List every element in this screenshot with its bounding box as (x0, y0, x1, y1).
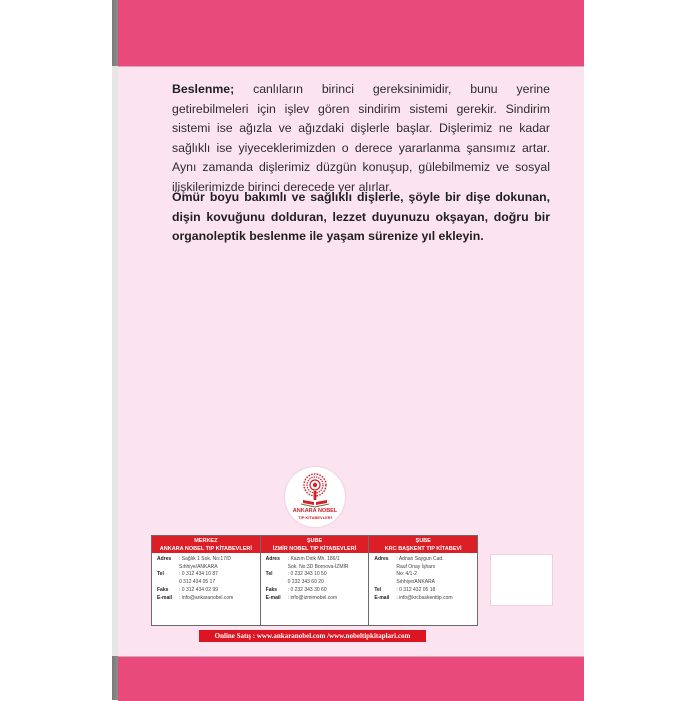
detail-value: : info@ankaranobel.com (179, 594, 234, 601)
detail-row (157, 556, 255, 564)
detail-value: : info@izmirnobel.com (287, 594, 338, 601)
logo-line2: TIP KİTABEVLERİ (298, 515, 332, 520)
detail-row (374, 579, 472, 587)
detail-value: : Sağlık 1 Sok. No:17/D (179, 556, 231, 562)
detail-row (266, 595, 364, 603)
branch-name: KRC BAŞKENT TIP KİTABEVİ (384, 546, 462, 552)
detail-key: E-mail (265, 594, 281, 601)
detail-value: Rauf Onay İşhanı (396, 563, 436, 570)
detail-value: Sıhhiye/ANKARA (396, 579, 435, 586)
barcode-area (490, 554, 553, 606)
detail-key: Tel (265, 571, 273, 578)
highlight-paragraph: Ömür boyu bakımlı ve sağlıklı dişlerle, şöyle bir dişe dokunan, dişin kovuğunu dolduran, lezzet duyunuzu okşayan, doğru bir organoleptik beslenme ile yaşam sürenize yıl ekleyin. (172, 190, 550, 243)
detail-row (266, 564, 364, 572)
detail-key: Faks (265, 586, 278, 593)
detail-key: Adres (157, 556, 172, 562)
detail-row (157, 587, 255, 595)
detail-row (266, 556, 364, 564)
detail-key (266, 564, 288, 572)
detail-row (374, 571, 472, 579)
branch-merkez (152, 536, 261, 625)
detail-row (374, 595, 472, 603)
branch-krc-baskent (369, 536, 477, 625)
intro-paragraph (172, 80, 550, 197)
branches-table (151, 535, 478, 626)
detail-value: : 0 232 343 10 50 (287, 571, 327, 578)
publisher-logo (285, 467, 345, 527)
detail-row (374, 556, 472, 564)
branch-type: ŞUBE (415, 538, 431, 544)
detail-key (374, 571, 396, 579)
book-spine-highlight (112, 66, 118, 656)
detail-value: Sok. No:3D Bornova-İZMİR (287, 563, 349, 570)
detail-value: No: 4/1-2 (396, 571, 417, 578)
detail-row (157, 595, 255, 603)
detail-value: 0 312 434 05 17 (179, 579, 216, 586)
branch-header (261, 536, 369, 553)
branch-izmir (261, 536, 370, 625)
detail-key: Faks (157, 586, 169, 593)
branch-header (369, 536, 477, 553)
detail-key: Tel (374, 586, 382, 593)
detail-value: : 0 232 343 30 60 (287, 586, 327, 593)
detail-key: E-mail (157, 594, 173, 601)
logo-line1: ANKARA NOBEL (292, 508, 338, 514)
detail-value: : 0 312 432 05 18 (396, 586, 436, 593)
detail-value: : Adnan Saygun Cad. (396, 556, 444, 562)
detail-row (374, 564, 472, 572)
bottom-pink-band (118, 656, 584, 701)
top-pink-band (118, 0, 584, 67)
detail-value: Sıhhiye/ANKARA (179, 563, 218, 570)
intro-lead: Beslenme; (172, 82, 235, 96)
detail-value: : 0 312 434 10 87 (179, 571, 218, 578)
detail-row (266, 571, 364, 579)
branch-type: ŞUBE (306, 538, 323, 544)
detail-row (157, 571, 255, 579)
detail-row (266, 579, 364, 587)
intro-text: canlıların birinci gereksinimidir, bunu yerine getirebilmeleri için işlev gören sindirim sistemi gerekir. Sindirim sistemi ise ağızla ve ağızdaki dişlerle başlar. Dişlerimiz ne kadar sağlıklı ise yiyeceklerimizden o derece yararlanma şansımız artar. Aynı zamanda dişlerimiz düzgün konuşup, gülebilmemiz ve sosyal ilişkilerimizde birinci derecede yer alırlar. (172, 82, 550, 194)
detail-value: 0 232 343 60 20 (287, 579, 324, 586)
branch-details (369, 553, 477, 605)
branch-header (152, 536, 260, 553)
online-sales-banner: Online Satış : www.ankaranobel.com /www.nobeltipkitaplari.com (199, 630, 426, 642)
detail-key (266, 579, 288, 587)
detail-value: : info@krcbaskenttip.com (396, 594, 453, 601)
tree-book-icon (285, 469, 345, 511)
detail-row (374, 587, 472, 595)
detail-key (157, 579, 179, 587)
detail-row (157, 579, 255, 587)
branch-name: ANKARA NOBEL TIP KİTABEVLERİ (159, 546, 252, 552)
detail-key: Adres (374, 556, 389, 562)
branch-type: MERKEZ (194, 538, 218, 544)
detail-key (374, 564, 396, 572)
detail-value: : Kazım Dirik Mh. 186/1 (287, 556, 340, 562)
detail-key: E-mail (374, 594, 390, 601)
branch-name: İZMİR NOBEL TIP KİTABEVLERİ (272, 546, 357, 552)
detail-key: Adres (265, 556, 280, 562)
detail-row (266, 587, 364, 595)
branch-details (261, 553, 369, 605)
detail-row (157, 564, 255, 572)
detail-key: Tel (157, 571, 164, 578)
detail-key (157, 564, 179, 572)
branch-details (152, 553, 260, 605)
detail-key (374, 579, 396, 587)
detail-value: : 0 312 434 02 99 (179, 586, 218, 593)
